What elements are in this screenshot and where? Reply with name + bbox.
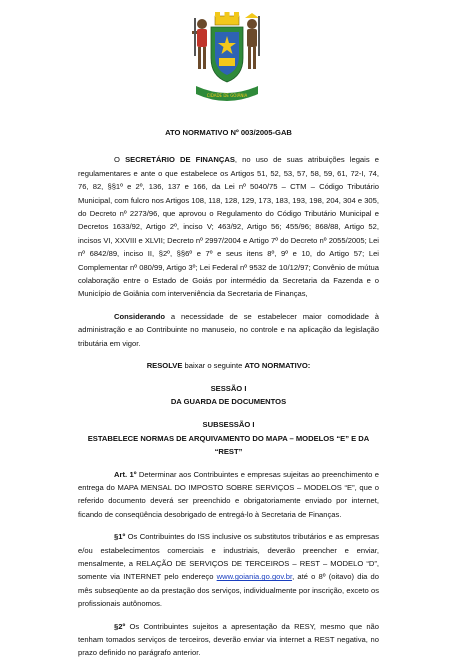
considering-paragraph: Considerando a necessidade de se estabelecer maior comodidade à administração e ao Contribuinte no manuseio, no controle e na aplicação da legislação tributária em vigor. (78, 311, 379, 348)
paragraph-2: §2º Os Contribuintes sujeitos a apresentação da RESY, mesmo que não tenham tomados serviços de terceiros, deverão enviar via internet a REST negativa, no prazo definido no parágrafo anterior. (78, 621, 379, 658)
shield-icon (211, 27, 243, 82)
ribbon-banner (196, 86, 258, 101)
crown-icon (215, 12, 239, 25)
document-title: ATO NORMATIVO Nº 003/2005-GAB (165, 128, 292, 137)
subsection-heading: SUBSESSÃO I (202, 420, 255, 430)
paragraph-1: §1º Os Contribuintes do ISS inclusive os substitutos tributários e as empresas e/ou estabelecimentos comerciais e industriais, deverão preencher e enviar, mensalmente, a RELAÇÃO DE SERVIÇOS DE TERCEIROS – REST – MODELO “D”, somente via INTERNET pelo endereço www.goiania.go.gov.br, até o 8º (oitavo) dia do mês subseqüente ao da prestação dos serviços, individualmente por inscrição, exceto os profissionais autônomos. (78, 532, 379, 609)
article-1-paragraph: Art. 1º Determinar aos Contribuintes e empresas sujeitas ao preenchimento e entrega do MAPA MENSAL DO IMPOSTO SOBRE SERVIÇOS – MODELOS “E”, que o referido documento deverá ser preenchido e obrigatoriamente enviado por internet, ficando de conseqüência desobrigado de entregá-lo à Secretaria de Finanças. (78, 469, 380, 519)
resolve-paragraph: RESOLVE baixar o seguinte ATO NORMATIVO: (146, 361, 311, 371)
document-body (78, 126, 379, 669)
goiania-website-link[interactable]: www.goiania.go.gov.br (216, 572, 293, 582)
secretary-label: SECRETÁRIO DE FINANÇAS (125, 155, 235, 165)
section-title: DA GUARDA DE DOCUMENTOS (170, 396, 287, 406)
preamble-paragraph: O SECRETÁRIO DE FINANÇAS, no uso de suas atribuições legais e regulamentares e ante o que estabelece os Artigos 51, 52, 53, 57, 58, 59, 61, 72-I, 74, 76, 82, §§1º e 2º, 136, 137 e 166, da Lei nº 5040/75 – CTM – Código Tributário Municipal, com fulcro nos Artigos 108, 118, 128, 129, 173, 183, 193, 198, 204, 304 e 305, do Decreto nº 2273/96, que aprovou o Regulamento do Código Tributário Municipal e Decretos 1633/92, Artigo 2º, inciso V; 463/92, Artigo 56; 455/96; 868/88, Artigo 52, incisos VI, XXVIII e XLVII; Decreto nº 2997/2004 e Artigo 7º do Decreto nº 2055/2005; Lei nº 6842/89, inciso II, §2º, §§6º e 7º e seus itens 8º, 9º e 10, do Artigo 57; Lei Complementar nº 080/99, Artigo 3º; Lei Federal nº 9532 de 10/12/97; Convênio de mútua colaboração entre o Estado de Goiás por intermédio da Secretaria da Fazenda e o Município de Goiânia com interveniência da Secretaria de Finanças, (78, 155, 379, 299)
city-coat-of-arms-logo (190, 10, 264, 108)
section-heading: SESSÃO I (210, 383, 247, 393)
left-figure-icon (192, 18, 207, 69)
right-figure-icon (245, 13, 260, 69)
subsection-title: ESTABELECE NORMAS DE ARQUIVAMENTO DO MAPA – MODELOS “E” E DA “REST” (87, 433, 370, 457)
ribbon-text: CIDADE DE GOIÂNIA (206, 93, 248, 98)
